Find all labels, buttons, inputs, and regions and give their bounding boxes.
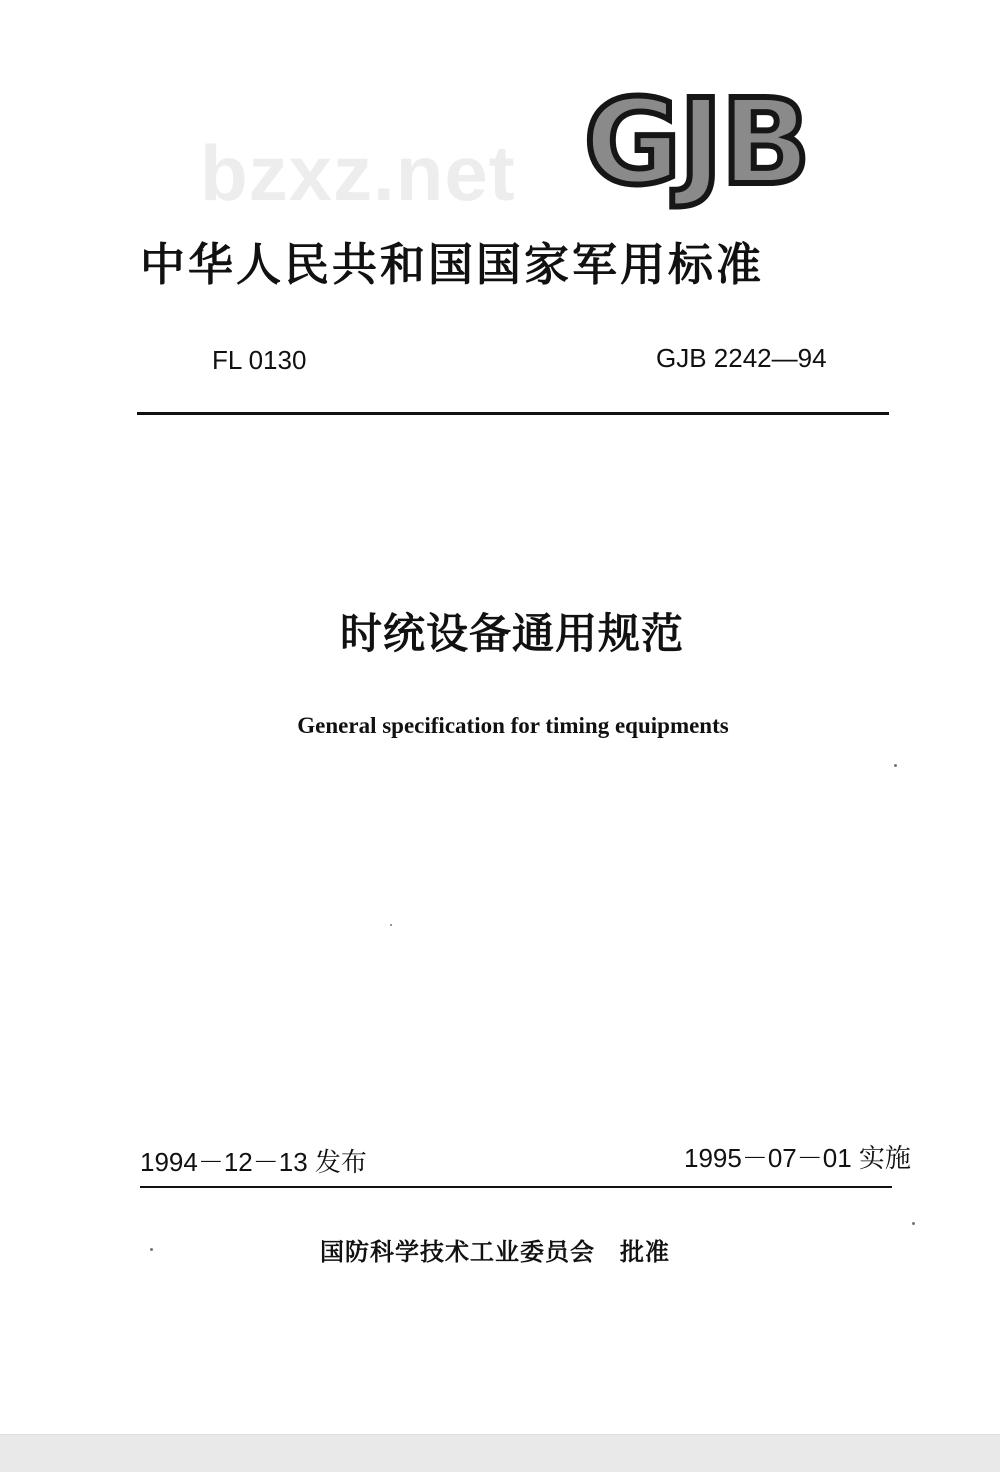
watermark-text: bzxz.net [200, 129, 516, 217]
document-title-chinese: 时统设备通用规范 [339, 609, 684, 658]
classification-code: FL 0130 [212, 345, 307, 375]
viewer-bottom-bar [0, 1434, 1000, 1472]
document-title-english: General specification for timing equipments [297, 713, 729, 738]
effective-date: 1995－07－01 实施 [684, 1143, 911, 1173]
scan-speck [912, 1222, 915, 1225]
top-divider [137, 412, 889, 415]
gjb-logo: GJB [584, 73, 809, 211]
standard-number: GJB 2242—94 [656, 343, 827, 373]
scan-speck [390, 924, 392, 926]
scan-speck [150, 1248, 153, 1251]
bottom-divider [140, 1186, 892, 1188]
issue-date: 1994－12－13 发布 [140, 1147, 367, 1177]
scan-speck [894, 764, 897, 767]
approving-authority: 国防科学技术工业委员会 批准 [320, 1238, 670, 1266]
standard-issuer-title: 中华人民共和国国家军用标准 [140, 238, 765, 291]
